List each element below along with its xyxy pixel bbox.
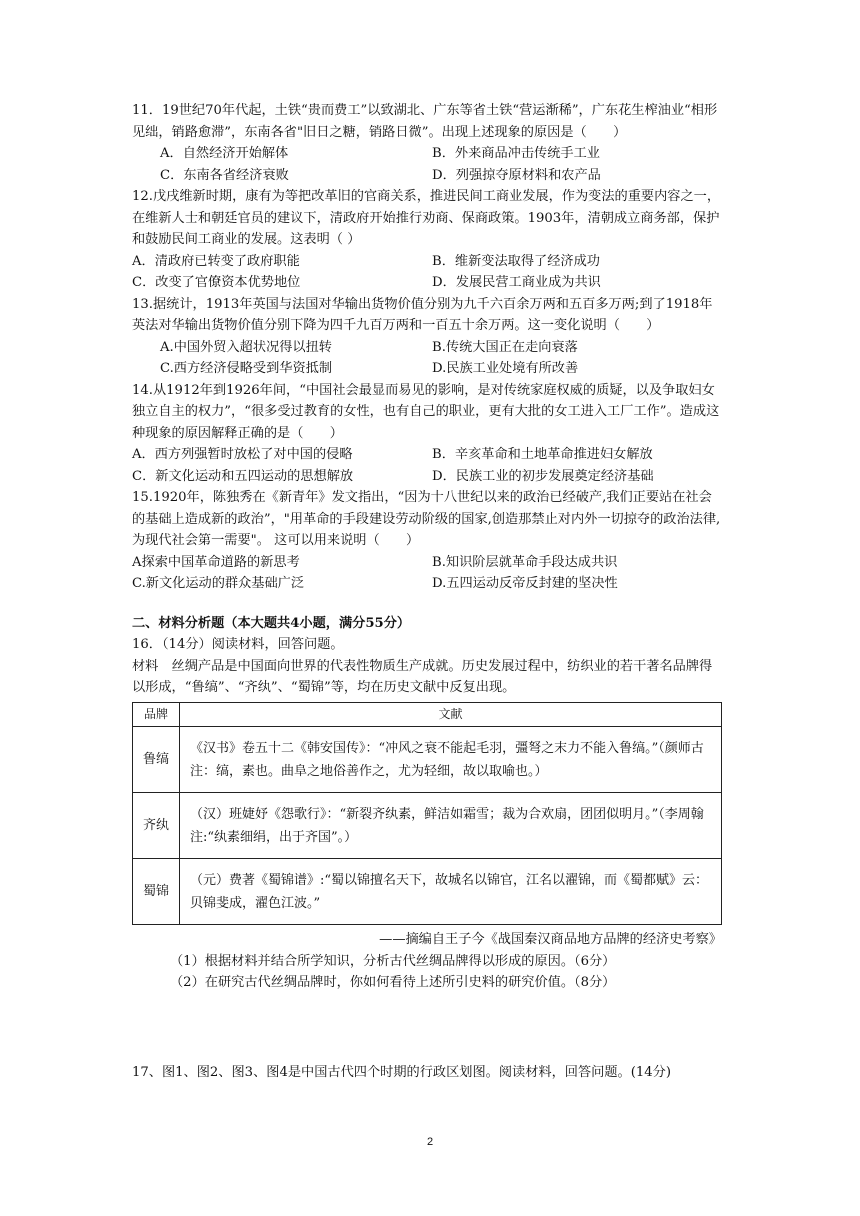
question-13-stem: 13.据统计，1913年英国与法国对华输出货物价值分别为九千六百余万两和五百多万两;到了1918年英法对华输出货物价值分别下降为四千九百万两和一百五十余万两。这一变化说明（ ） — [132, 296, 713, 333]
question-16-sub-2: （2）在研究古代丝绸品牌时，你如何看待上述所引史料的研究价值。（8分） — [170, 975, 616, 990]
question-11-stem: 11．19世纪70年代起，土铁“贵而费工”以致湖北、广东等省土铁“营运渐稀”，广东花生榨油业“相形见绌，销路愈滞”，东南各省"旧日之糖，销路日微”。出现上述现象的原因是（ ） — [132, 103, 718, 140]
table-row — [133, 793, 722, 859]
table-header-brand: 品牌 — [133, 702, 180, 727]
question-12-options — [132, 251, 722, 294]
table-header-row — [133, 702, 722, 727]
option-b: B．外来商品冲击传统手工业 — [432, 146, 600, 161]
option-c: C．东南各省经济衰败 — [160, 167, 289, 183]
table-cell-brand: 齐纨 — [133, 793, 180, 859]
option-a: A．西方列强暂时放松了对中国的侵略 — [132, 447, 353, 462]
page-content — [132, 100, 722, 1085]
question-11-options — [132, 143, 722, 186]
source-table — [132, 702, 722, 926]
option-c: C．改变了官僚资本优势地位 — [132, 275, 301, 290]
option-a: A探索中国革命道路的新思考 — [132, 554, 300, 570]
table-cell-document: （汉）班婕妤《怨歌行》：“新裂齐纨素，鲜洁如霜雪；裁为合欢扇，团团似明月。”（李周翰注:“纨素细绢，出于齐国”。） — [180, 793, 722, 859]
option-a: A．自然经济开始解体 — [160, 146, 289, 161]
table-cell-document: 《汉书》卷五十二《韩安国传》：“冲风之衰不能起毛羽，彊弩之末力不能入鲁缟。”（颜师古注：缟，素也。曲阜之地俗善作之，尤为轻细，故以取喻也。） — [180, 727, 722, 793]
option-a: A.中国外贸入超状况得以扭转 — [160, 339, 332, 355]
option-b: B.知识阶层就革命手段达成共识 — [432, 554, 618, 570]
table-cell-document: （元）费著《蜀锦谱》:“蜀以锦擅名天下，故城名以锦官，江名以濯锦，而《蜀都赋》云：贝锦斐成，濯色江波。” — [180, 859, 722, 925]
table-row — [133, 727, 722, 793]
question-17-stem: 17、图1、图2、图3、图4是中国古代四个时期的行政区划图。阅读材料，回答问题。(14分) — [132, 1064, 671, 1080]
option-c: C．新文化运动和五四运动的思想解放 — [132, 468, 354, 484]
question-13-options — [132, 337, 722, 380]
table-header-document: 文献 — [180, 702, 722, 727]
option-c: C.新文化运动的群众基础广泛 — [132, 576, 305, 591]
question-16-sub-1: （1）根据材料并结合所学知识，分析古代丝绸品牌得以形成的原因。（6分） — [170, 953, 616, 969]
question-12-stem: 12.戊戌维新时期，康有为等把改革旧的官商关系，推进民间工商业发展，作为变法的重要内容之一，在维新人士和朝廷官员的建议下，清政府开始推行劝商、保商政策。1903年，清朝成立商务部，保护和鼓励民间工商业的发展。这表明（ ） — [132, 189, 721, 247]
option-d: D.民族工业处境有所改善 — [432, 361, 579, 376]
option-b: B.传统大国正在走向衰落 — [432, 339, 578, 355]
section-2-heading: 二、材料分析题（本大题共4小题，满分55分） — [132, 615, 411, 631]
table-cell-brand: 蜀锦 — [133, 859, 180, 925]
option-d: D．民族工业的初步发展奠定经济基础 — [432, 468, 654, 484]
option-a: A．清政府已转变了政府职能 — [132, 253, 300, 269]
table-row — [133, 859, 722, 925]
option-c: C.西方经济侵略受到华资抵制 — [160, 361, 333, 376]
option-d: D.五四运动反帝反封建的坚决性 — [432, 576, 618, 591]
page-number: 2 — [426, 1136, 434, 1148]
option-b: B．维新变法取得了经济成功 — [432, 253, 600, 269]
question-15-stem: 15.1920年，陈独秀在《新青年》发文指出，“因为十八世纪以来的政治已经破产,我们正要站在社会的基础上造成新的政治”，"用革命的手段建设劳动阶级的国家,创造那禁止对内外一切掠夺的政治法律,为现代社会第一需要"。 这可以用来说明（ ） — [132, 490, 721, 548]
option-d: D．列强掠夺原材料和农产品 — [432, 167, 601, 183]
question-14-stem: 14.从1912年到1926年间，“中国社会最显而易见的影响，是对传统家庭权威的质疑，以及争取妇女独立自主的权力”，“很多受过教育的女性，也有自己的职业，更有大批的女工进入工厂工作”。造成这种现象的原因解释正确的是（ ） — [132, 382, 720, 441]
question-16-material: 材料 丝绸产品是中国面向世界的代表性物质生产成就。历史发展过程中，纺织业的若干著名品牌得以形成，“鲁缟”、“齐纨”、“蜀锦”等，均在历史文献中反复出现。 — [132, 658, 713, 695]
question-15-options — [132, 552, 722, 595]
citation: ——摘编自王子今《战国秦汉商品地方品牌的经济史考察》 — [379, 932, 722, 947]
option-d: D．发展民营工商业成为共识 — [432, 275, 601, 290]
table-cell-brand: 鲁缟 — [133, 727, 180, 793]
question-16-heading: 16．（14分）阅读材料，回答问题。 — [132, 637, 344, 652]
question-14-options — [132, 444, 722, 487]
option-b: B．辛亥革命和土地革命推进妇女解放 — [432, 447, 653, 462]
